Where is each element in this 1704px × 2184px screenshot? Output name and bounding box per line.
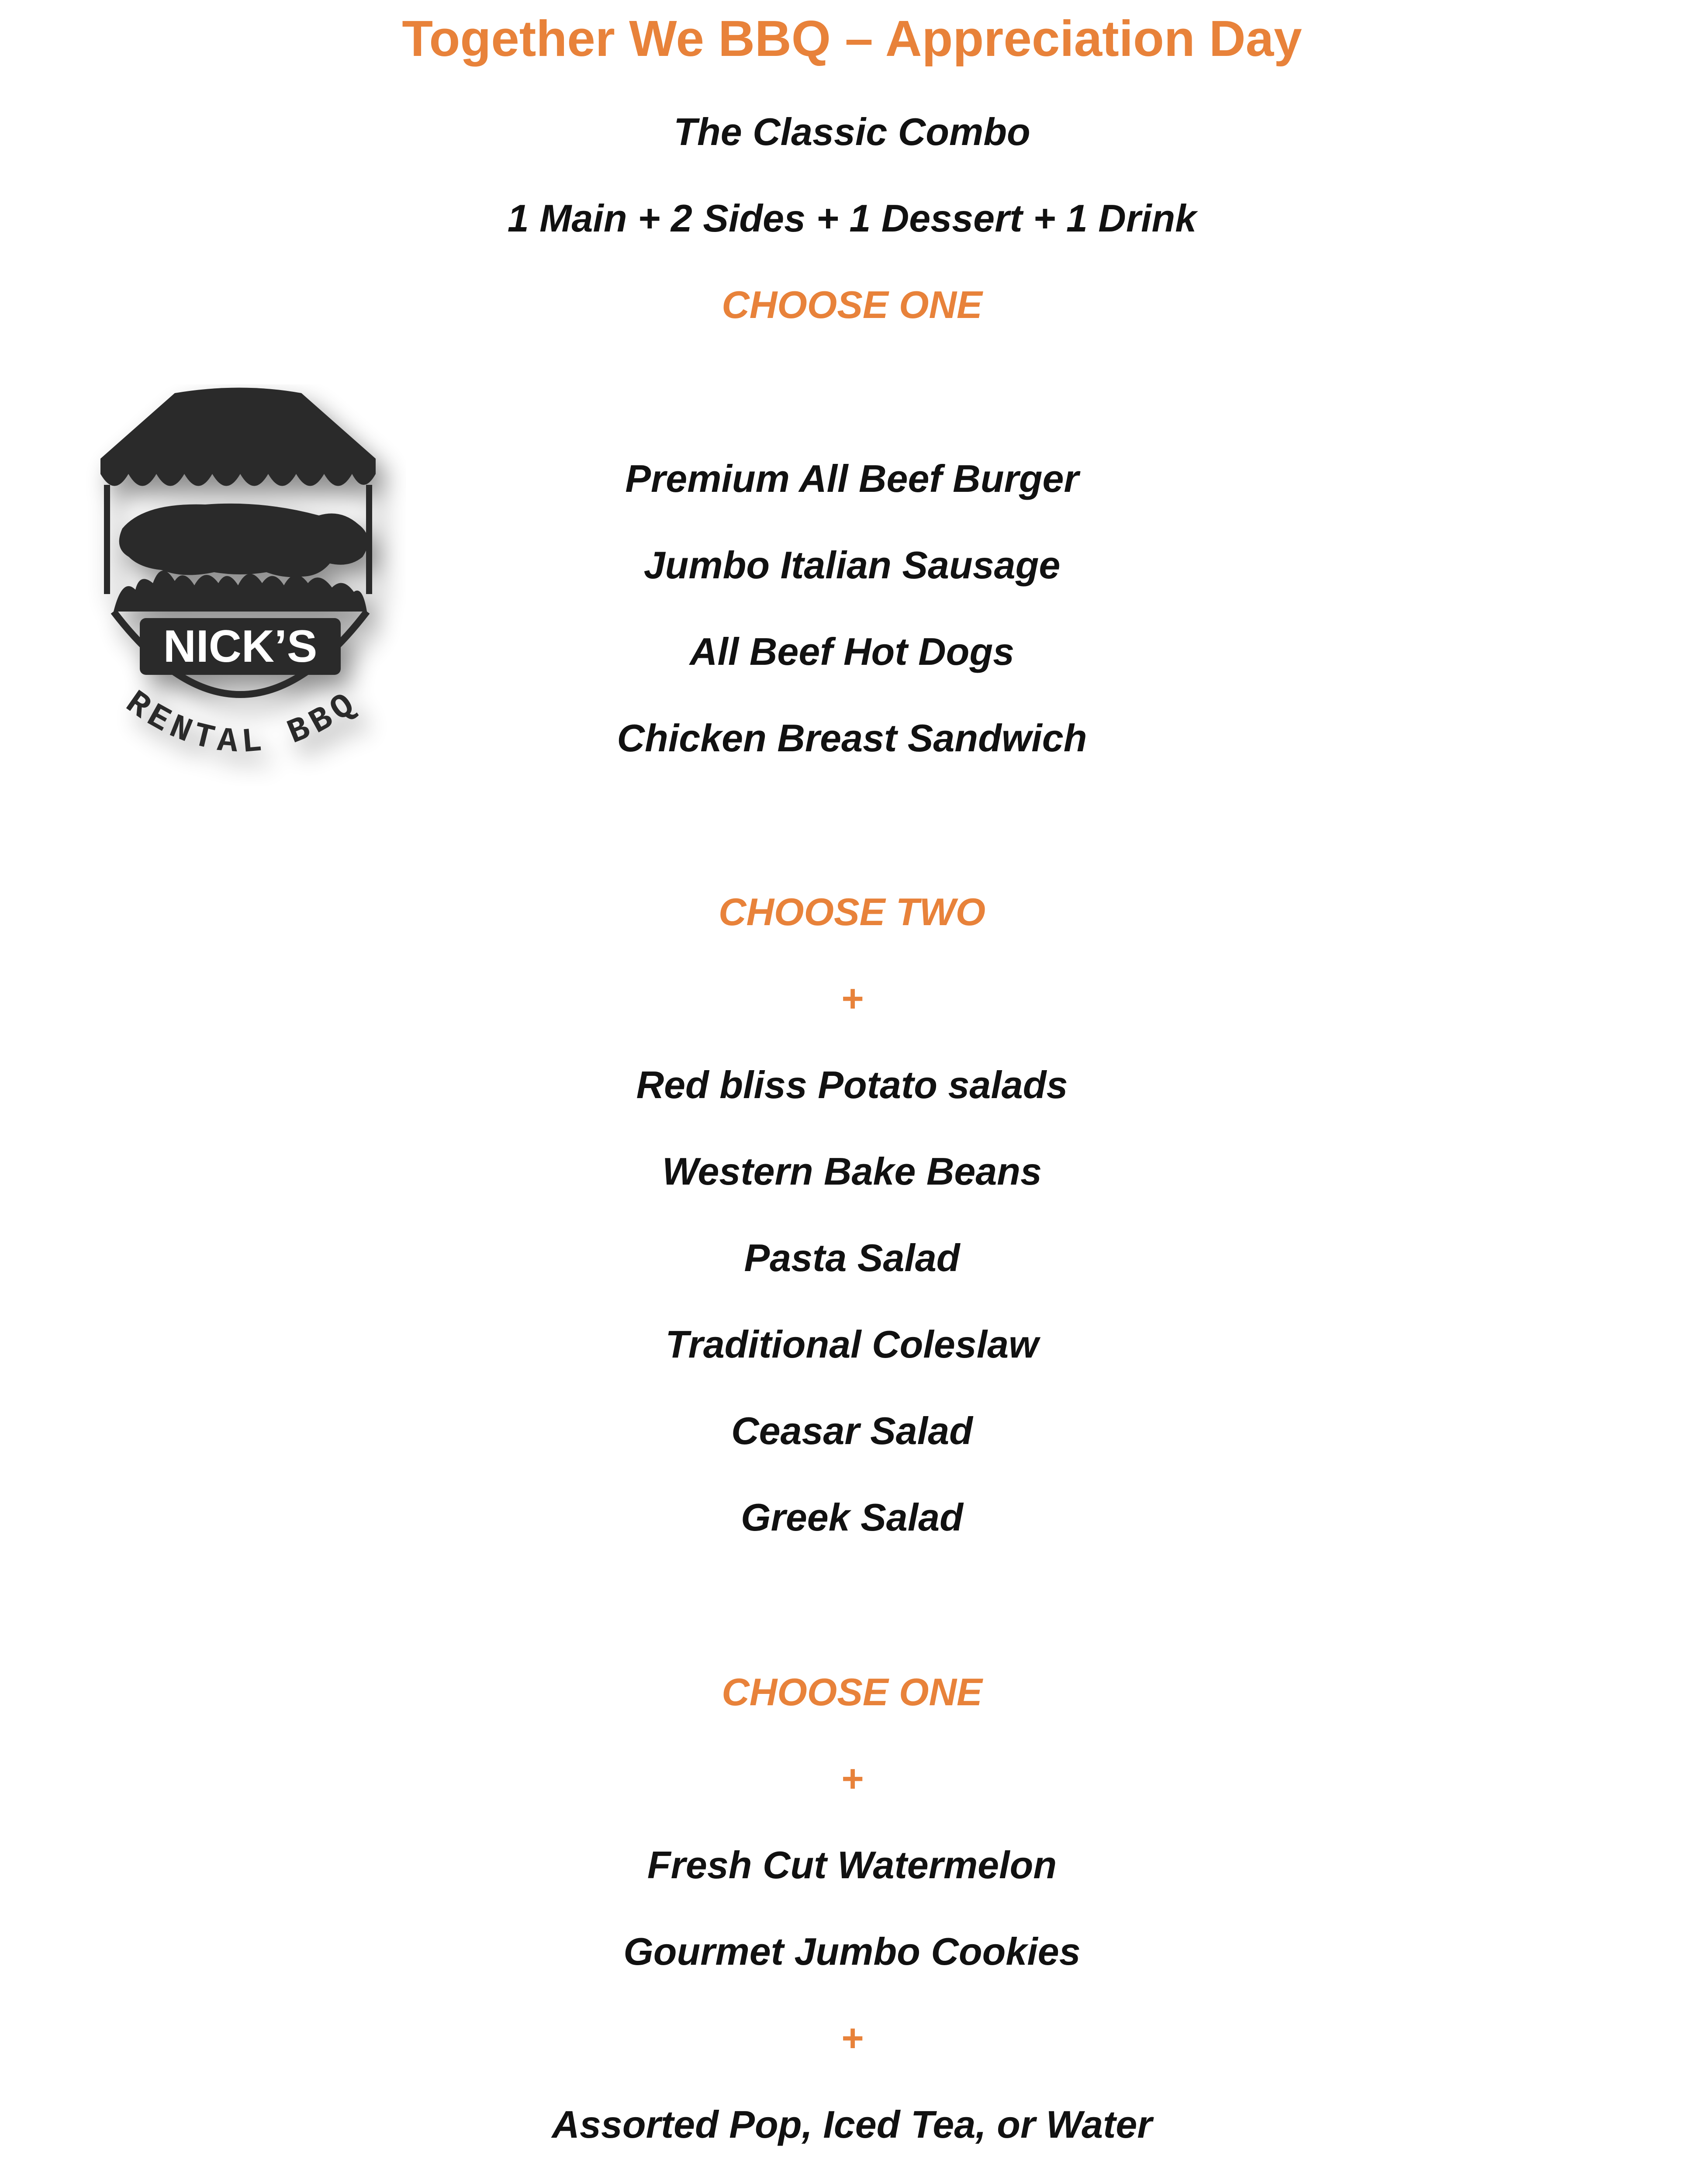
main-item-burger: Premium All Beef Burger xyxy=(625,457,1079,500)
side-item-coleslaw: Traditional Coleslaw xyxy=(665,1323,1039,1366)
nicks-rental-bbq-logo xyxy=(74,384,406,786)
combo-description: 1 Main + 2 Sides + 1 Dessert + 1 Drink xyxy=(507,197,1197,240)
side-item-greek-salad: Greek Salad xyxy=(741,1496,963,1539)
desserts-heading: CHOOSE ONE xyxy=(722,1670,982,1714)
side-item-potato-salad: Red bliss Potato salads xyxy=(636,1063,1068,1106)
main-item-sausage: Jumbo Italian Sausage xyxy=(643,543,1061,587)
logo-name-text: NICK’S xyxy=(163,621,318,672)
logo-awning xyxy=(100,474,376,486)
main-item-hotdogs: All Beef Hot Dogs xyxy=(689,630,1015,673)
page-title: Together We BBQ – Appreciation Day xyxy=(402,10,1302,67)
dessert-item-watermelon: Fresh Cut Watermelon xyxy=(647,1843,1057,1887)
combo-name: The Classic Combo xyxy=(674,110,1030,153)
drinks-plus: + xyxy=(840,2016,864,2060)
dessert-item-cookies: Gourmet Jumbo Cookies xyxy=(623,1930,1081,1973)
flames xyxy=(114,570,367,612)
desserts-plus: + xyxy=(840,1757,864,1800)
side-item-beans: Western Bake Beans xyxy=(662,1150,1042,1193)
side-item-pasta-salad: Pasta Salad xyxy=(744,1236,960,1279)
mains-heading: CHOOSE ONE xyxy=(722,283,982,326)
logo-roof xyxy=(100,388,376,474)
drink-item: Assorted Pop, Iced Tea, or Water xyxy=(552,2103,1152,2146)
main-item-chicken: Chicken Breast Sandwich xyxy=(617,716,1087,760)
side-item-ceasar-salad: Ceasar Salad xyxy=(731,1409,973,1452)
logo-post-left xyxy=(104,485,110,594)
sides-plus: + xyxy=(840,977,864,1020)
sides-heading: CHOOSE TWO xyxy=(718,890,986,933)
pig-silhouette xyxy=(119,504,368,577)
logo-sub-text: RENTAL BBQ xyxy=(118,683,366,763)
